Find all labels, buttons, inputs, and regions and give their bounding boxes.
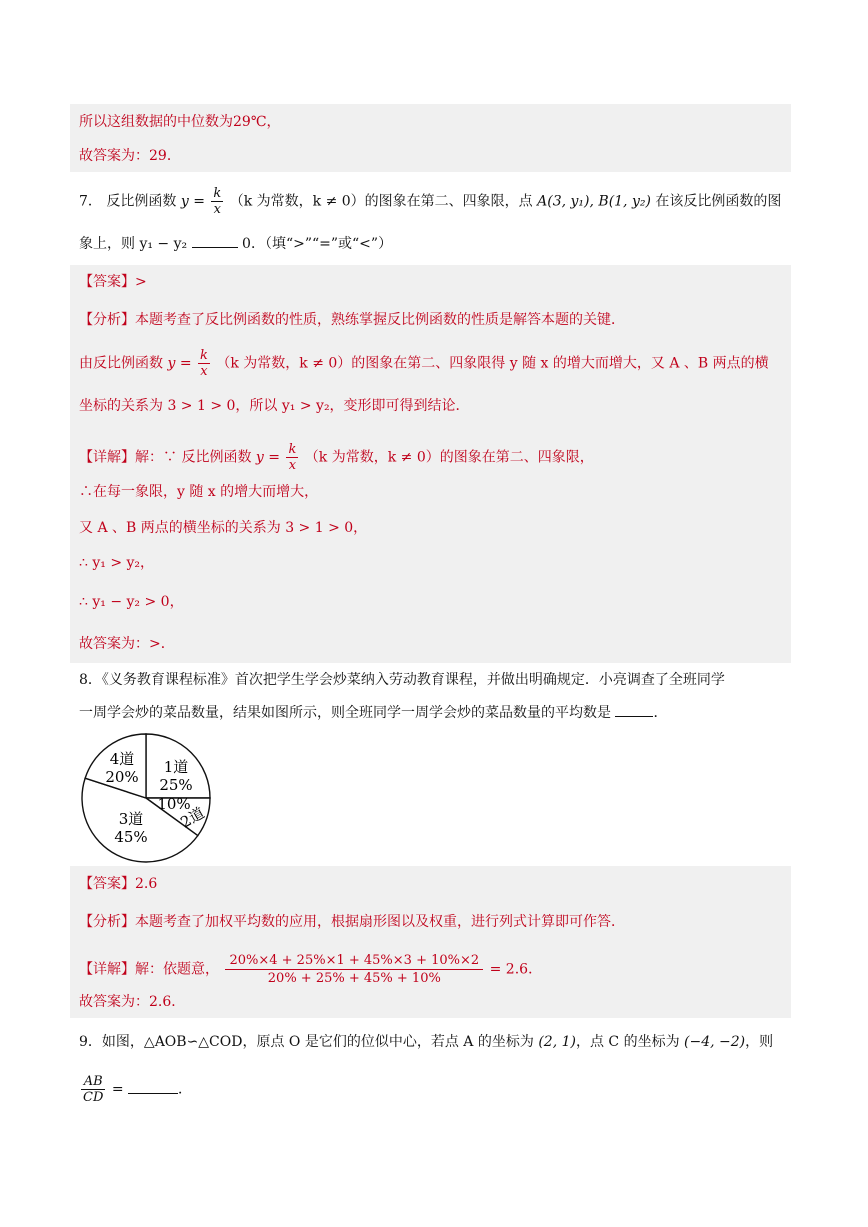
answer-q8: 【答案】2.6	[79, 876, 158, 892]
question-number: 9．	[79, 1034, 102, 1050]
analysis-q7: 【分析】本题考查了反比例函数的性质，熟练掌握反比例函数的性质是解答本题的关键．	[79, 312, 625, 328]
answer-blank	[615, 716, 653, 717]
question-text: 反比例函数	[106, 193, 177, 210]
question-9: 9．如图，△AOB∽△COD，原点 O 是它们的位似中心，若点 A 的坐标为 (2, 1)，点 C 的坐标为 (−4, −2)，则	[79, 1034, 774, 1050]
detail-q8: 【详解】解：依题意， $\frac{20\%\times 4 + 25\%\times 1 + 45\%\times 3 + 10\%\times 2}{20\% + 25\% + 45\% + 10\%}$ = 2.6．	[79, 953, 543, 986]
pie-label-name: 3道	[118, 810, 144, 828]
detail-step-1: ∴在每一象限，y 随 x 的增大而增大，	[79, 484, 319, 500]
answer-q6: 故答案为：29．	[79, 148, 181, 164]
analysis-q7-line4: 坐标的关系为 3 > 1 > 0，所以 y₁ > y₂，变形即可得到结论．	[79, 398, 470, 414]
detail-step-2: 又 A 、B 两点的横坐标的关系为 3 > 1 > 0，	[79, 520, 368, 536]
ratio-ab-cd: $\frac{AB}{CD}$	[83, 1074, 104, 1105]
analysis-tag: 【分析】	[79, 914, 135, 930]
pie-label-percent: 25%	[159, 776, 193, 794]
detail-step-3: ∴ y₁ > y₂，	[79, 555, 155, 571]
analysis-q8: 【分析】本题考查了加权平均数的应用，根据扇形图以及权重，进行列式计算即可作答．	[79, 914, 625, 930]
answer-blank	[192, 247, 238, 248]
question-7	[79, 186, 781, 217]
pie-label-percent: 10%	[157, 795, 191, 813]
question-number: 8．	[79, 672, 102, 688]
median-statement: 所以这组数据的中位数为29℃，	[79, 114, 281, 130]
analysis-q7-line3: 由反比例函数 y = $\frac{k}{x}$ （k 为常数，k ≠ 0）的图象在第二、四象限得 y 随 x 的增大而增大，又 A 、B 两点的横	[79, 348, 769, 379]
question-8-line2: 一周学会炒的菜品数量，结果如图所示，则全班同学一周学会炒的菜品数量的平均数是 ．	[79, 705, 668, 721]
question-7-line2: 象上，则 y₁ − y₂ 0．（填“>”“=”或“<”）	[79, 236, 393, 252]
question-number: 7．	[79, 193, 102, 210]
points-ab: A(3, y₁), B(1, y₂)	[537, 193, 651, 210]
detail-tag: 【详解】	[79, 961, 135, 978]
answer-tag: 【答案】	[79, 876, 135, 892]
answer-q7: 【答案】>	[79, 274, 147, 290]
final-answer-q8: 故答案为：2.6．	[79, 994, 186, 1010]
pie-chart	[76, 728, 216, 868]
detail-tag: 【详解】	[79, 449, 135, 466]
pie-label-percent: 20%	[105, 768, 139, 786]
pie-label-name: 4道	[109, 750, 135, 768]
function-lhs: y =	[180, 193, 205, 210]
pie-label-percent: 45%	[114, 828, 148, 846]
question-9-line2: $\frac{AB}{CD}$ = ．	[83, 1074, 193, 1105]
question-text-2: （k 为常数，k ≠ 0）的图象在第二、四象限，点	[229, 193, 533, 210]
question-text-3: 在该反比例函数的图	[655, 193, 782, 210]
detail-step-4: ∴ y₁ − y₂ > 0，	[79, 594, 184, 610]
final-answer-q7: 故答案为：>．	[79, 636, 175, 652]
fraction-k-over-x: $\frac{k}{x}$	[213, 186, 222, 217]
answer-tag: 【答案】	[79, 274, 135, 290]
analysis-tag: 【分析】	[79, 312, 135, 328]
pie-label-name: 1道	[163, 758, 189, 776]
question-8: 8．《义务教育课程标准》首次把学生学会炒菜纳入劳动教育课程，并做出明确规定．小亮调查了全班同学	[79, 672, 725, 688]
pie-label-name: 2道	[177, 803, 208, 832]
weighted-mean-fraction: $\frac{20\%\times 4 + 25\%\times 1 + 45\%\times 3 + 10\%\times 2}{20\% + 25\% + 45\% + 10\%}$	[225, 952, 483, 987]
answer-blank	[128, 1093, 178, 1094]
detail-q7: 【详解】解：∵ 反比例函数 y = $\frac{k}{x}$ （k 为常数，k ≠ 0）的图象在第二、四象限，	[79, 442, 594, 473]
